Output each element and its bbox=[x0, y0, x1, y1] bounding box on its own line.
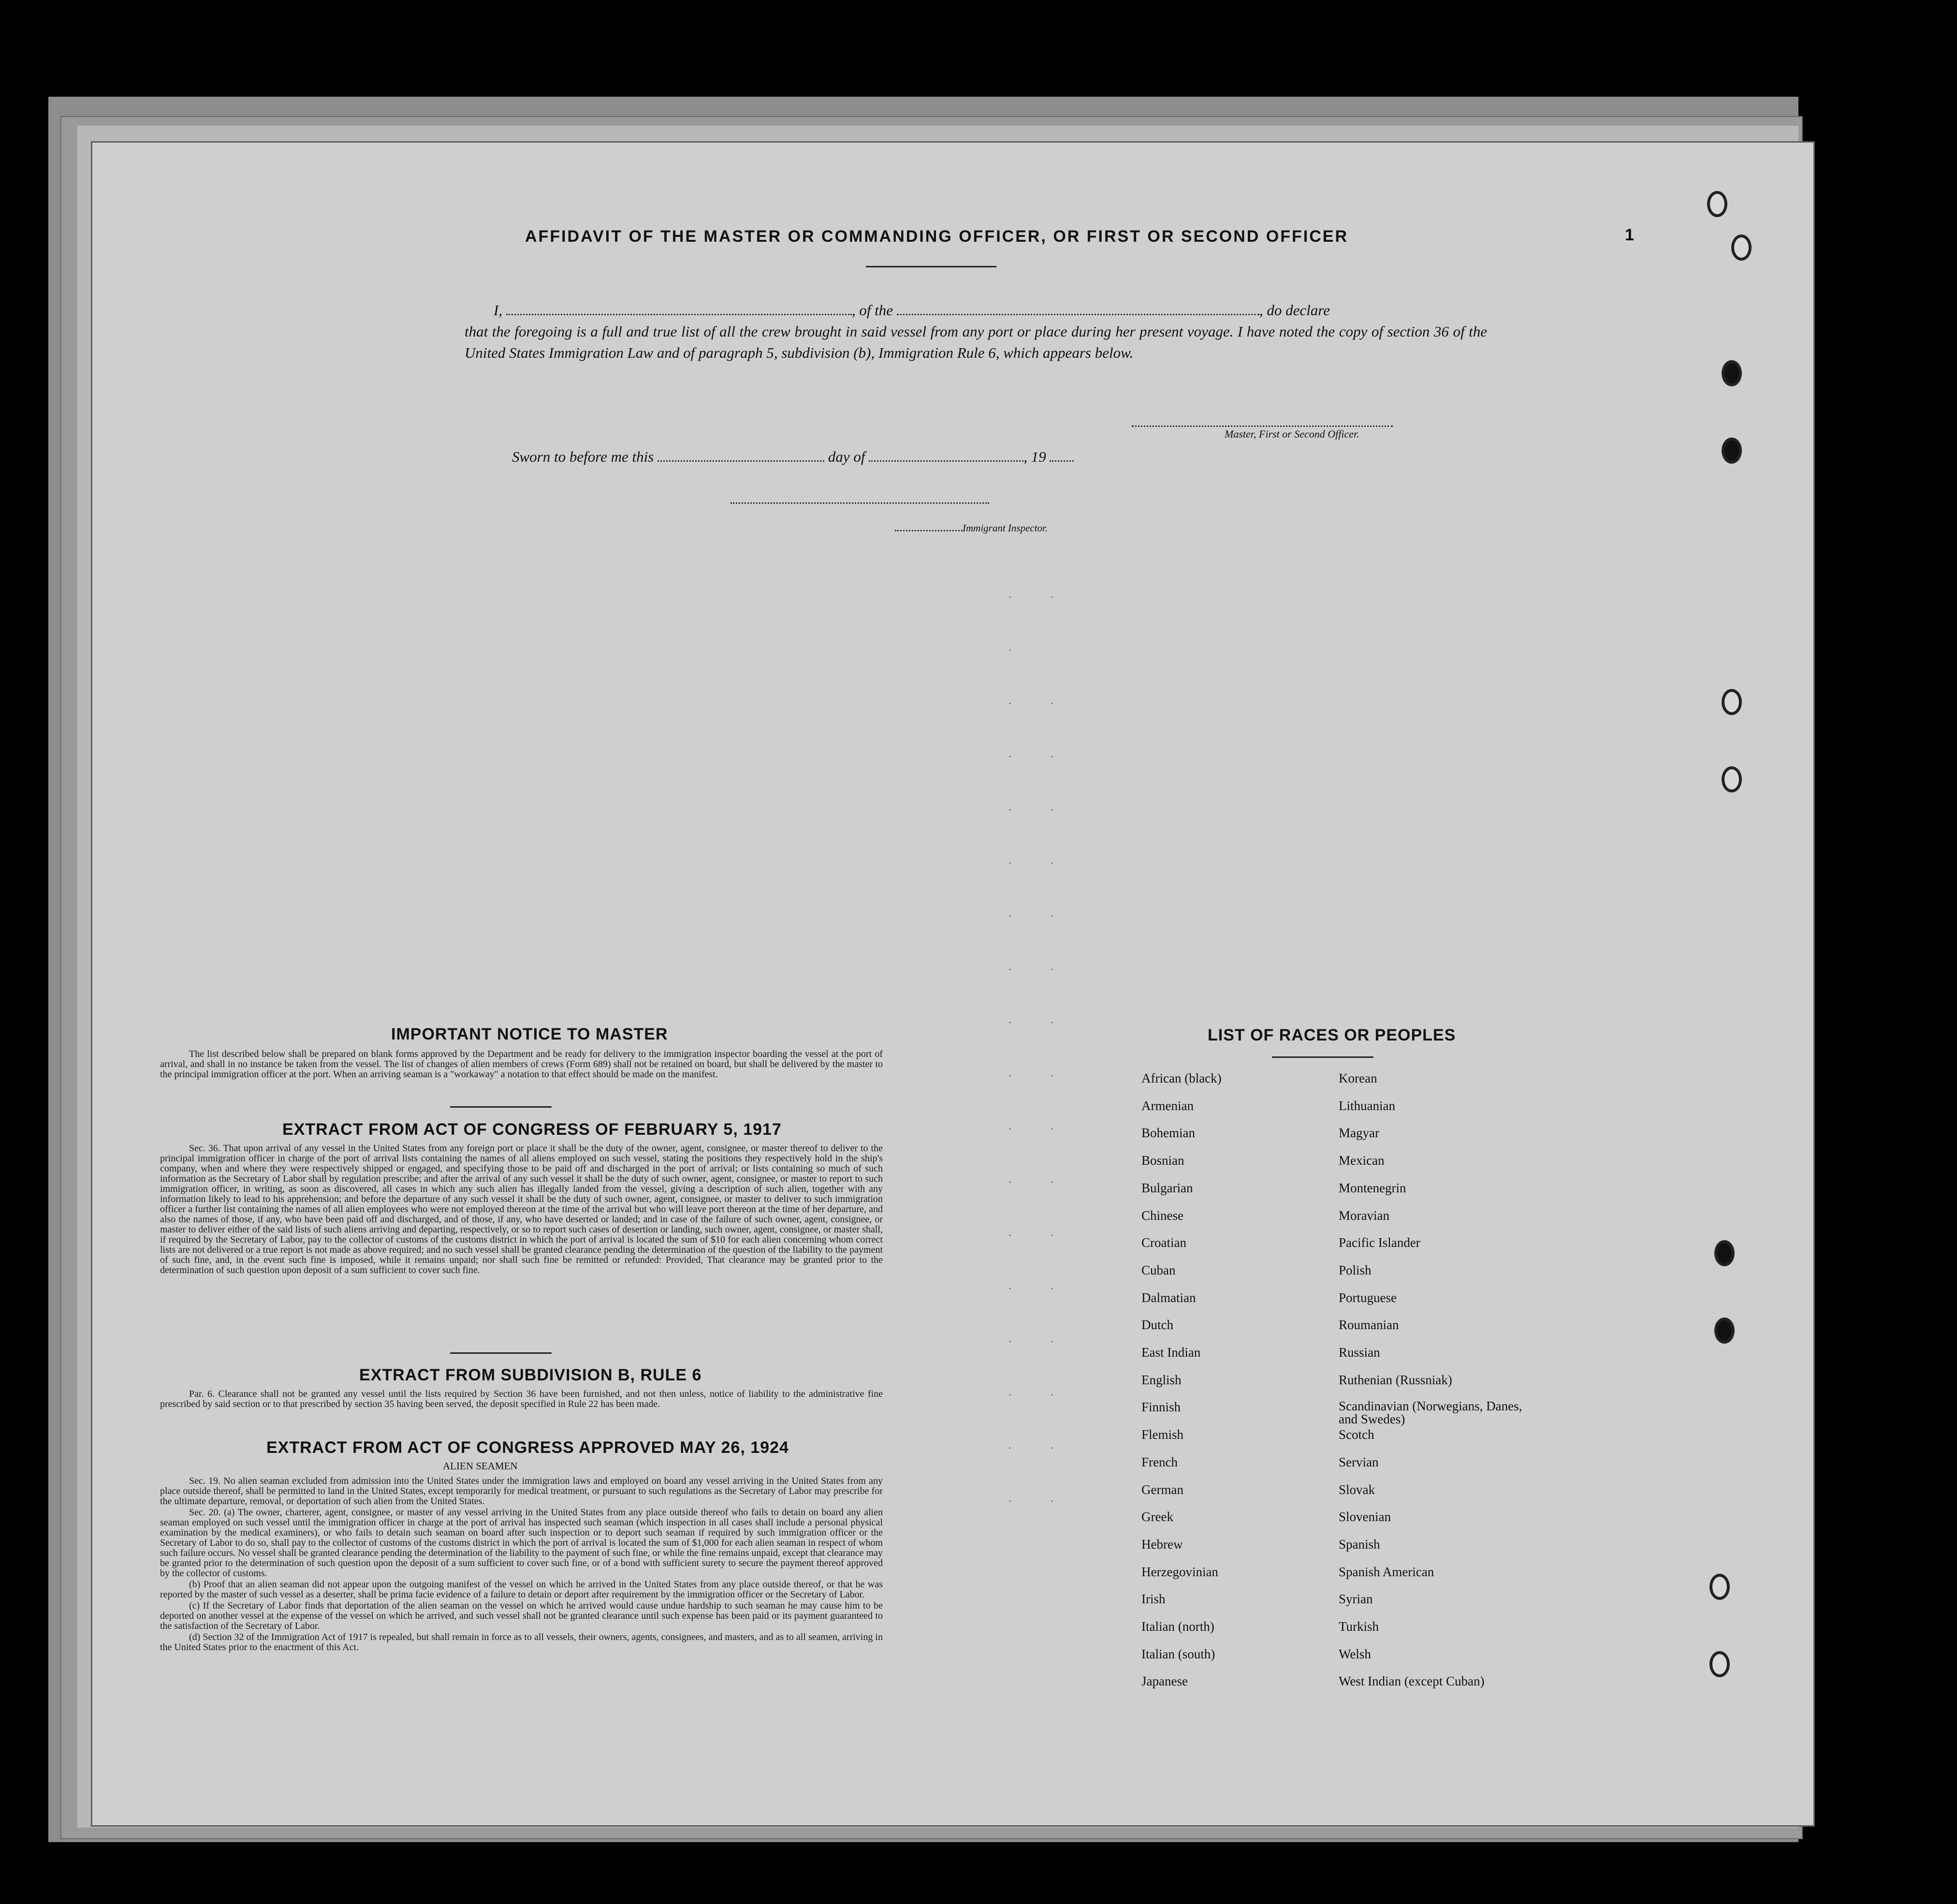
binder-hole bbox=[1709, 1574, 1730, 1600]
race-item: French bbox=[1141, 1454, 1178, 1469]
extract-rule6-text: Par. 6. Clearance shall not be granted any vessel until the lists required by Section 36 have been furnished, and not then unless, notice of liability to the administrative fine prescribed by said section or to that prescribed by section 35 having been served, the deposit specified in Rule 22 has been made. bbox=[160, 1389, 883, 1409]
sec20a-text: Sec. 20. (a) The owner, charterer, agent, consignee, or master of any vessel arriving in the United States from any place outside thereof who fails to detain on board any alien seaman employed on such vessel until the immigration officer in charge at the port of arrival has inspected such seaman (which inspection in all cases shall include a personal physical examination by the medical examiners), or who fails to detain such seaman on board after such inspection or to deport such seaman if required by such immigration officer or the Secretary of Labor to do so, shall pay to the collector of customs of the customs district in which the port of arrival is located the sum of $1,000 for each alien seaman in respect of whom such failure occurs. No vessel shall be granted clearance pending the determination of the liability to the payment of such fine, or while the fine remains unpaid, except that clearance may be granted prior to the determination of such question upon the deposit of a sum sufficient to cover such fine, or of a bond with sufficient surety to secure the payment thereof approved by the collector of customs. bbox=[160, 1507, 883, 1579]
binder-hole bbox=[1714, 1240, 1735, 1266]
race-item: Italian (south) bbox=[1141, 1646, 1215, 1661]
race-item: Lithuanian bbox=[1339, 1098, 1395, 1113]
race-item: Ruthenian (Russniak) bbox=[1339, 1372, 1452, 1387]
extract-1917-title: EXTRACT FROM ACT OF CONGRESS OF FEBRUARY 5, 1917 bbox=[282, 1120, 782, 1139]
affidavit-declare-label: , do declare bbox=[1259, 302, 1330, 319]
affidavit-title: AFFIDAVIT OF THE MASTER OR COMMANDING OFFICER, OR FIRST OR SECOND OFFICER bbox=[525, 227, 1348, 246]
inspector-signature-line[interactable] bbox=[730, 501, 989, 504]
races-rule bbox=[1272, 1056, 1373, 1058]
affidavit-paragraph bbox=[465, 300, 1487, 364]
bleed-through-marks: . . . . . . . . . . . . . . . . . . . . . . . . . . . . . . . . . . . bbox=[1008, 589, 1072, 1504]
race-item: Welsh bbox=[1339, 1646, 1371, 1661]
inspector-label-text: Immigrant Inspector. bbox=[963, 522, 1048, 534]
race-item: Spanish American bbox=[1339, 1564, 1434, 1579]
race-item: Japanese bbox=[1141, 1674, 1188, 1689]
binder-hole bbox=[1722, 360, 1742, 386]
race-item: Irish bbox=[1141, 1592, 1166, 1607]
race-item: Slovak bbox=[1339, 1482, 1375, 1497]
race-item: East Indian bbox=[1141, 1345, 1201, 1360]
race-item: German bbox=[1141, 1482, 1183, 1497]
page-mark: 1 bbox=[1625, 226, 1634, 244]
sec20b-text: (b) Proof that an alien seaman did not appear upon the outgoing manifest of the vessel on which he arrived in the United States from any place outside thereof, or that he was reported by the master of such vessel as a deserter, shall be prima facie evidence of a failure to detain or deport after requirement by the immigration officer or the Secretary of Labor. bbox=[160, 1579, 883, 1600]
race-item: Magyar bbox=[1339, 1126, 1379, 1141]
race-item: English bbox=[1141, 1372, 1182, 1387]
race-item: Croatian bbox=[1141, 1235, 1186, 1250]
sworn-year: , 19 bbox=[1023, 448, 1046, 465]
sworn-day-blank[interactable] bbox=[657, 449, 824, 462]
sworn-year-blank[interactable] bbox=[1050, 449, 1074, 462]
race-item: Spanish bbox=[1339, 1537, 1380, 1552]
sworn-line bbox=[512, 448, 1074, 466]
binder-hole bbox=[1722, 766, 1742, 792]
name-blank[interactable] bbox=[506, 302, 852, 315]
race-item: Finnish bbox=[1141, 1400, 1181, 1415]
sworn-prefix: Sworn to before me this bbox=[512, 448, 654, 465]
binder-hole bbox=[1714, 1318, 1735, 1344]
sec19-text: Sec. 19. No alien seaman excluded from admission into the United States under the immigration laws and employed on board any vessel arriving in the United States from any place outside thereof, shall be permitted to land in the United States, except temporarily for medical treatment, or pursuant to such regulations as the Secretary of Labor may prescribe for the ultimate departure, removal, or deportation of such alien from the United States. bbox=[160, 1476, 883, 1507]
extract-1924-subtitle: ALIEN SEAMEN bbox=[443, 1460, 518, 1472]
vessel-blank[interactable] bbox=[897, 302, 1259, 315]
extract-1917-rule bbox=[450, 1352, 552, 1354]
race-item: Bohemian bbox=[1141, 1126, 1195, 1141]
sworn-month-blank[interactable] bbox=[869, 449, 1023, 462]
race-item: Moravian bbox=[1339, 1208, 1389, 1223]
sworn-day-of: day of bbox=[828, 448, 865, 465]
notice-title: IMPORTANT NOTICE TO MASTER bbox=[391, 1025, 668, 1043]
signature-line[interactable] bbox=[1132, 425, 1393, 427]
race-item: Italian (north) bbox=[1141, 1619, 1214, 1634]
sec20d-text: (d) Section 32 of the Immigration Act of 1917 is repealed, but shall remain in force as to all vessels, their owners, agents, consignees, and masters, and as to all seamen, arriving in the United States prior to the enactment of this Act. bbox=[160, 1632, 883, 1653]
extract-1924-body bbox=[160, 1476, 883, 1654]
race-item: Servian bbox=[1339, 1454, 1379, 1469]
notice-rule bbox=[450, 1106, 552, 1108]
affidavit-text: that the foregoing is a full and true list of all the crew brought in said vessel from any port or place during her present voyage. I have noted the copy of section 36 of the United States Immigration Law and of paragraph 5, subdivision (b), Immigration Rule 6, which appears below. bbox=[465, 323, 1487, 361]
affidavit-i-label: I, bbox=[494, 302, 503, 319]
race-item: Bosnian bbox=[1141, 1153, 1184, 1168]
race-item: Greek bbox=[1141, 1509, 1173, 1524]
signature-label: Master, First or Second Officer. bbox=[1225, 428, 1359, 440]
race-item: African (black) bbox=[1141, 1071, 1222, 1085]
race-item: Portuguese bbox=[1339, 1290, 1397, 1305]
race-item: Montenegrin bbox=[1339, 1180, 1406, 1195]
race-item: Roumanian bbox=[1339, 1318, 1399, 1333]
race-item: Hebrew bbox=[1141, 1537, 1183, 1552]
extract-1917-text: Sec. 36. That upon arrival of any vessel in the United States from any foreign port or place it shall be the duty of the owner, agent, consignee, or master thereof to deliver to the principal immigration officer in charge of the port of arrival lists containing the names of all aliens employed on such vessel, stating the positions they respectively hold in the ship's company, when and where they were respectively shipped or engaged, and specifying those to be paid off and discharged in the port of arrival; or lists containing so much of such information as the Secretary of Labor shall by regulation prescribe; and after the arrival of any such vessel it shall be the duty of such owner, agent, consignee, or master to report to such immigration officer, in writing, as soon as discovered, all cases in which any such alien has illegally landed from the vessel, giving a description of such alien, together with any information likely to lead to his apprehension; and before the departure of any such vessel it shall be the duty of such owner, agent, consignee, or master to deliver to such immigration officer a further list containing the names of all alien employees who were not employed thereon at the time of the arrival but who will leave port thereon at the time of her departure, and also the names of those, if any, who have been paid off and discharged, and of those, if any, who have deserted or landed; and in case of the failure of such owner, agent, consignee, or master to deliver either of the said lists of such aliens arriving and departing, respectively, or so to report such cases of desertion or landing, such owner, agent, consignee, or master shall, if required by the Secretary of Labor, pay to the collector of customs of the customs district in which the port of arrival is located the sum of $10 for each alien concerning whom correct lists are not delivered or a true report is not made as above required; and no such vessel shall be granted clearance pending the determination of the question of the liability to the payment of such fine, and, in the event such fine is imposed, while it remains unpaid; nor shall such fine be remitted or refunded: Provided, That clearance may be granted prior to the determination of such question upon deposit of a sum sufficient to cover such fine. bbox=[160, 1143, 883, 1275]
race-item: Slovenian bbox=[1339, 1509, 1391, 1524]
binder-hole bbox=[1722, 438, 1742, 464]
inspector-label bbox=[895, 522, 1048, 534]
race-item: Polish bbox=[1339, 1262, 1372, 1277]
race-item: Turkish bbox=[1339, 1619, 1379, 1634]
binder-hole bbox=[1722, 689, 1742, 715]
race-item: Chinese bbox=[1141, 1208, 1183, 1223]
notice-text: The list described below shall be prepared on blank forms approved by the Department and be ready for delivery to the immigration inspector boarding the vessel at the port of arrival, and shall in no instance be taken from the vessel. The list of changes of alien members of crews (Form 689) shall not be retained on board, but shall be delivered by the master to the principal immigration officer at the port. When an arriving seaman is a "workaway" a notation to that effect should be made on the manifest. bbox=[160, 1049, 883, 1080]
sec20c-text: (c) If the Secretary of Labor finds that deportation of the alien seaman on the vessel on which he arrived would cause undue hardship to such seaman he may cause him to be deported on another vessel at the expense of the vessel on which he arrived, and such vessel shall not be granted clearance until such expense has been paid or its payment guaranteed to the satisfaction of the Secretary of Labor. bbox=[160, 1600, 883, 1631]
race-item: Cuban bbox=[1141, 1262, 1176, 1277]
race-item: Mexican bbox=[1339, 1153, 1385, 1168]
extract-1924-title: EXTRACT FROM ACT OF CONGRESS APPROVED MAY 26, 1924 bbox=[266, 1438, 789, 1457]
race-item: Scotch bbox=[1339, 1427, 1374, 1442]
race-item: Syrian bbox=[1339, 1592, 1373, 1607]
binder-hole bbox=[1709, 1651, 1730, 1677]
extract-rule6-title: EXTRACT FROM SUBDIVISION B, RULE 6 bbox=[359, 1366, 702, 1384]
race-item: Dalmatian bbox=[1141, 1290, 1196, 1305]
binder-hole bbox=[1707, 191, 1727, 217]
race-item: Scandinavian (Norwegians, Danes, and Swedes) bbox=[1339, 1399, 1522, 1427]
race-item: Pacific Islander bbox=[1339, 1235, 1420, 1250]
title-rule bbox=[866, 266, 996, 267]
race-item: Bulgarian bbox=[1141, 1180, 1193, 1195]
race-item: Herzegovinian bbox=[1141, 1564, 1218, 1579]
race-item: Korean bbox=[1339, 1071, 1377, 1085]
race-item: West Indian (except Cuban) bbox=[1339, 1674, 1485, 1689]
affidavit-of-the-label: , of the bbox=[851, 302, 893, 319]
race-item: Russian bbox=[1339, 1345, 1380, 1360]
form-sheet bbox=[91, 141, 1815, 1827]
races-title: LIST OF RACES OR PEOPLES bbox=[1208, 1026, 1456, 1044]
race-item: Dutch bbox=[1141, 1318, 1173, 1333]
race-item: Flemish bbox=[1141, 1427, 1184, 1442]
race-item: Armenian bbox=[1141, 1098, 1194, 1113]
binder-hole bbox=[1731, 234, 1752, 261]
